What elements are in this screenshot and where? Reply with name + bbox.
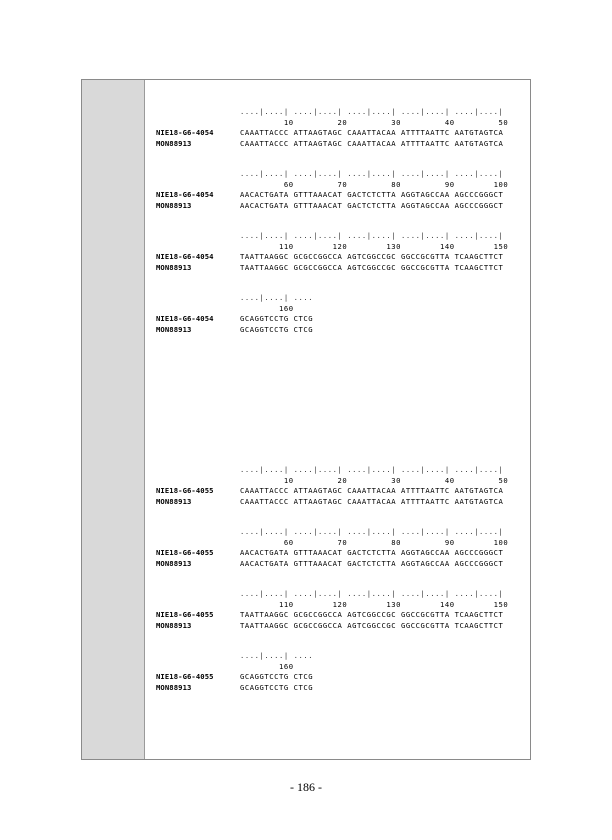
ruler-ticks: ....|....| .... <box>240 651 314 660</box>
query-label: NIE18-G6-4055 <box>156 486 214 495</box>
reference-sequence: AACACTGATA GTTTAAACAT GACTCTCTTA AGGTAGCCAA AGCCCGGGCT <box>240 200 504 210</box>
ruler-numbers: 60 70 80 90 100 <box>240 179 509 189</box>
reference-sequence: CAAATTACCC ATTAAGTAGC CAAATTACAA ATTTTAATTC AATGTAGTCA <box>240 496 504 506</box>
reference-sequence: AACACTGATA GTTTAAACAT GACTCTCTTA AGGTAGCCAA AGCCCGGGCT <box>240 558 504 568</box>
query-sequence: CAAATTACCC ATTAAGTAGC CAAATTACAA ATTTTAATTC AATGTAGTCA <box>240 486 504 495</box>
query-sequence: AACACTGATA GTTTAAACAT GACTCTCTTA AGGTAGCCAA AGCCCGGGCT <box>240 548 504 557</box>
reference-label: MON88913 <box>156 138 192 148</box>
query-sequence: AACACTGATA GTTTAAACAT GACTCTCTTA AGGTAGCCAA AGCCCGGGCT <box>240 190 504 199</box>
query-sequence: TAATTAAGGC GCGCCGGCCA AGTCGGCCGC GGCCGCGTTA TCAAGCTTCT <box>240 610 504 619</box>
reference-sequence: TAATTAAGGC GCGCCGGCCA AGTCGGCCGC GGCCGCGTTA TCAAGCTTCT <box>240 620 504 630</box>
reference-label: MON88913 <box>156 558 192 568</box>
ruler-numbers: 160 <box>240 661 294 671</box>
ruler-ticks: ....|....| ....|....| ....|....| ....|....| ....|....| <box>240 589 504 598</box>
ruler-ticks: ....|....| .... <box>240 293 314 302</box>
reference-label: MON88913 <box>156 496 192 506</box>
reference-label: MON88913 <box>156 682 192 692</box>
ruler-numbers: 10 20 30 40 50 <box>240 117 509 127</box>
ruler-numbers: 160 <box>240 303 294 313</box>
reference-sequence: GCAGGTCCTG CTCG <box>240 324 314 334</box>
ruler-ticks: ....|....| ....|....| ....|....| ....|....| ....|....| <box>240 231 504 240</box>
ruler-numbers: 10 20 30 40 50 <box>240 475 509 485</box>
query-sequence: GCAGGTCCTG CTCG <box>240 314 314 323</box>
reference-sequence: CAAATTACCC ATTAAGTAGC CAAATTACAA ATTTTAATTC AATGTAGTCA <box>240 138 504 148</box>
reference-sequence: GCAGGTCCTG CTCG <box>240 682 314 692</box>
query-label: NIE18-G6-4054 <box>156 128 214 137</box>
ruler-ticks: ....|....| ....|....| ....|....| ....|....| ....|....| <box>240 465 504 474</box>
query-sequence: TAATTAAGGC GCGCCGGCCA AGTCGGCCGC GGCCGCGTTA TCAAGCTTCT <box>240 252 504 261</box>
query-label: NIE18-G6-4054 <box>156 252 214 261</box>
query-label: NIE18-G6-4055 <box>156 672 214 681</box>
reference-label: MON88913 <box>156 200 192 210</box>
page-number: - 186 - <box>290 780 322 794</box>
query-label: NIE18-G6-4054 <box>156 190 214 199</box>
query-sequence: CAAATTACCC ATTAAGTAGC CAAATTACAA ATTTTAATTC AATGTAGTCA <box>240 128 504 137</box>
gray-side-column <box>82 80 145 759</box>
table-frame <box>81 79 531 760</box>
reference-label: MON88913 <box>156 262 192 272</box>
ruler-ticks: ....|....| ....|....| ....|....| ....|....| ....|....| <box>240 169 504 178</box>
ruler-ticks: ....|....| ....|....| ....|....| ....|....| ....|....| <box>240 527 504 536</box>
reference-label: MON88913 <box>156 324 192 334</box>
query-label: NIE18-G6-4055 <box>156 610 214 619</box>
ruler-ticks: ....|....| ....|....| ....|....| ....|....| ....|....| <box>240 107 504 116</box>
query-sequence: GCAGGTCCTG CTCG <box>240 672 314 681</box>
query-label: NIE18-G6-4055 <box>156 548 214 557</box>
reference-label: MON88913 <box>156 620 192 630</box>
ruler-numbers: 60 70 80 90 100 <box>240 537 509 547</box>
reference-sequence: TAATTAAGGC GCGCCGGCCA AGTCGGCCGC GGCCGCGTTA TCAAGCTTCT <box>240 262 504 272</box>
query-label: NIE18-G6-4054 <box>156 314 214 323</box>
ruler-numbers: 110 120 130 140 150 <box>240 599 509 609</box>
ruler-numbers: 110 120 130 140 150 <box>240 241 509 251</box>
